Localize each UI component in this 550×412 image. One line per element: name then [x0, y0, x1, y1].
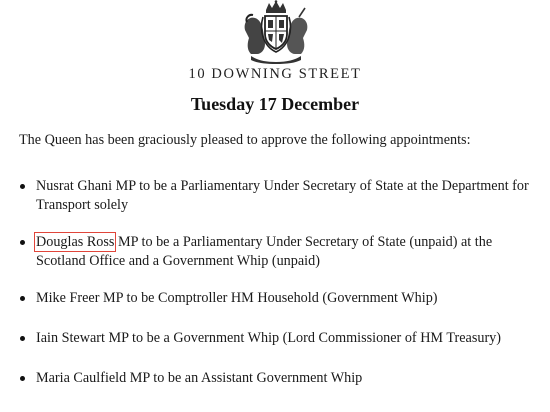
appointment-text: MP to be an Assistant Government Whip [126, 370, 363, 386]
appointee-name: Nusrat Ghani [36, 178, 113, 194]
list-item [36, 329, 536, 348]
appointment-text: MP to be Comptroller HM Household (Government Whip) [99, 290, 438, 306]
bullet-icon [20, 296, 25, 301]
bullet-icon [20, 336, 25, 341]
appointee-name: Mike Freer [36, 290, 100, 306]
bullet-icon [20, 240, 25, 245]
appointment-text: MP to be a Government Whip (Lord Commissioner of HM Treasury) [104, 330, 501, 346]
list-item [36, 369, 536, 388]
list-item [36, 289, 536, 308]
royal-coat-of-arms-icon [235, 0, 317, 64]
appointee-name: Maria Caulfield [36, 370, 127, 386]
bullet-icon [20, 184, 25, 189]
appointee-name: Iain Stewart [36, 330, 105, 346]
date-heading: Tuesday 17 December [190, 94, 360, 114]
bullet-icon [20, 376, 25, 381]
list-item [36, 177, 536, 215]
address-heading: 10 DOWNING STREET [188, 66, 362, 82]
appointment-text: MP to be a Parliamentary Under Secretary of State at the Department for Transport solely [36, 178, 529, 213]
intro-text: The Queen has been graciously pleased to approve the following appointments: [19, 132, 471, 148]
highlighted-appointee-name: Douglas Ross [36, 234, 115, 250]
appointment-text: MP to be a Parliamentary Under Secretary of State (unpaid) at the Scotland Office and a Government Whip (unpaid) [36, 234, 493, 269]
list-item [36, 233, 536, 271]
